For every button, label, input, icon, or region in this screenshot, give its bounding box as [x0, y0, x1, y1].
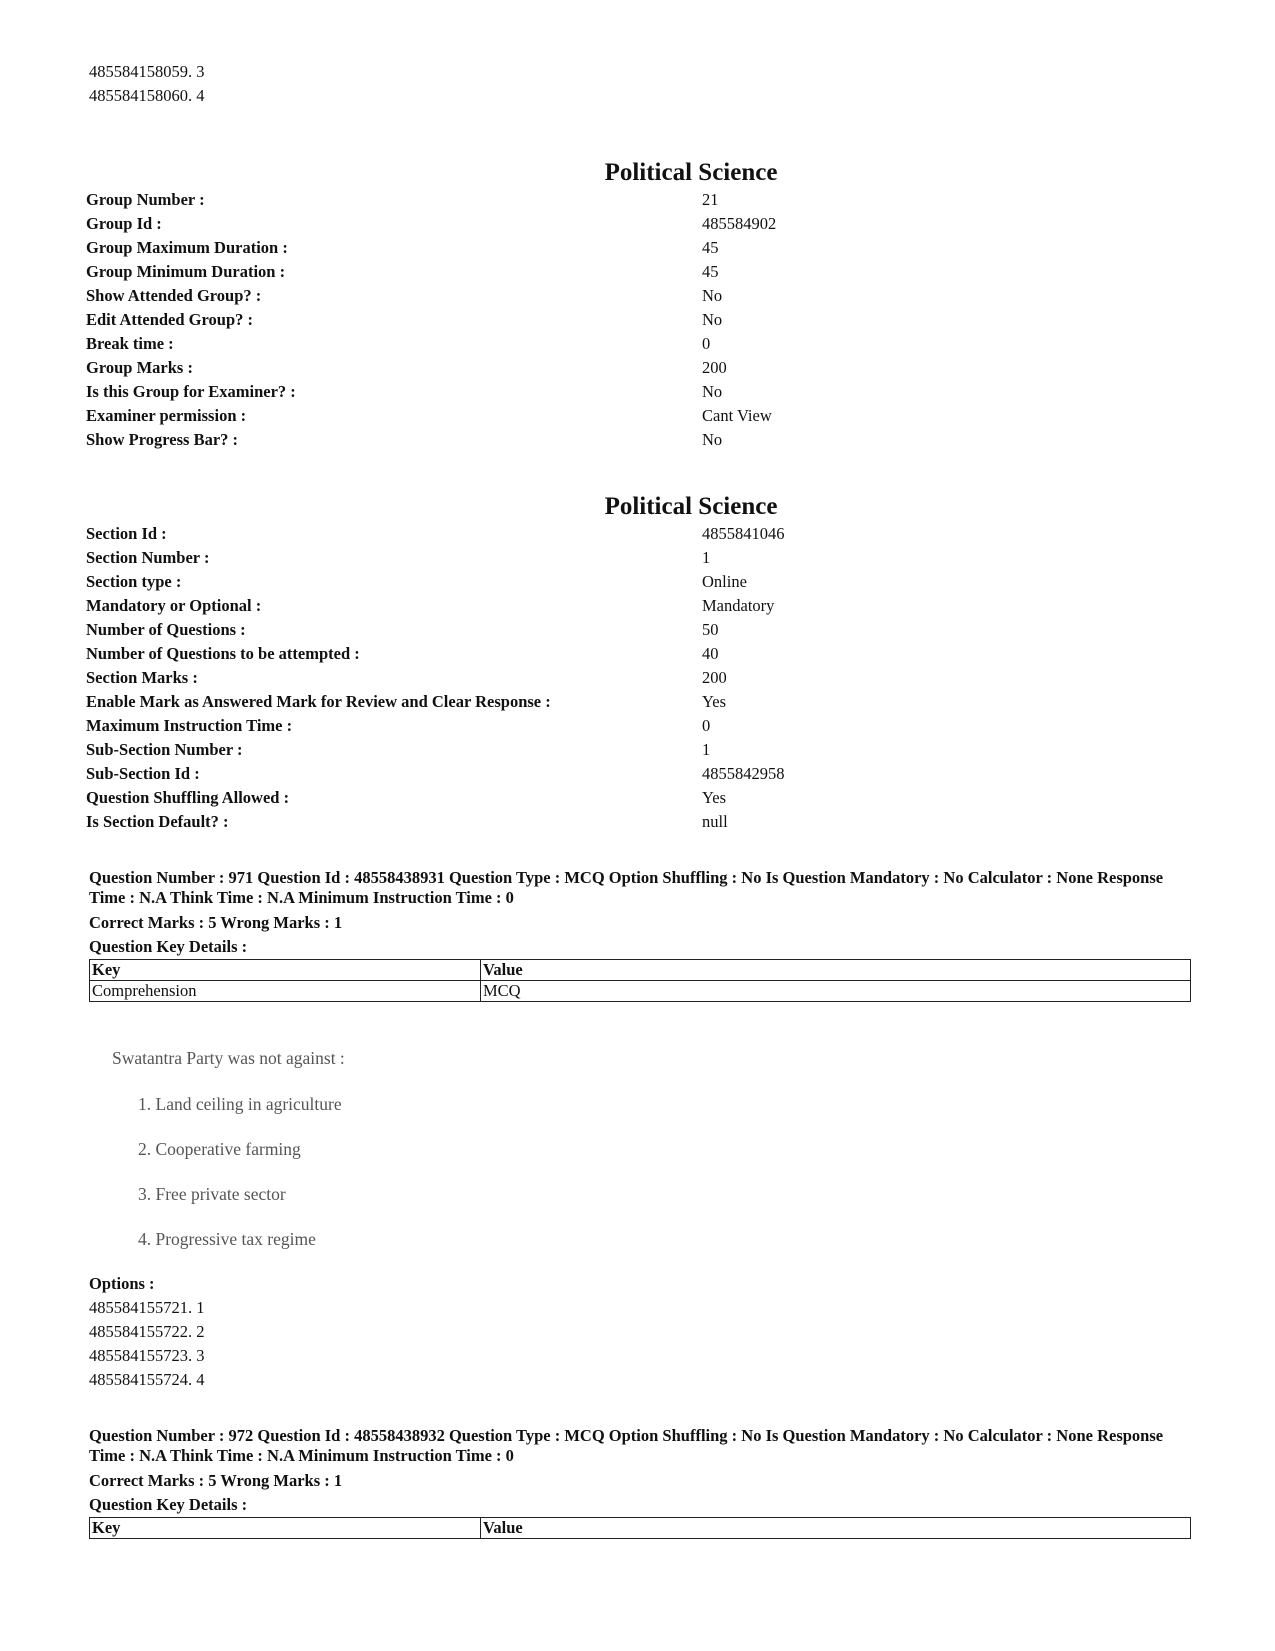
choice-1: 1. Land ceiling in agriculture — [138, 1094, 342, 1114]
info-label: Question Shuffling Allowed : — [86, 788, 290, 807]
section-rows — [86, 522, 1186, 834]
info-value: Yes — [702, 788, 727, 807]
info-row — [86, 810, 1186, 834]
question-marks: Correct Marks : 5 Wrong Marks : 1 — [89, 913, 343, 932]
info-value: 21 — [702, 190, 719, 209]
info-value: Cant View — [702, 406, 772, 425]
info-value: Yes — [702, 692, 727, 711]
question-image — [112, 1047, 382, 1267]
info-row — [86, 738, 1186, 762]
info-value: 50 — [702, 620, 719, 639]
info-label: Maximum Instruction Time : — [86, 716, 293, 735]
question-key-table — [89, 959, 1191, 1002]
option-line: 485584158059. 3 — [89, 62, 205, 81]
info-row — [86, 380, 1186, 404]
info-value: 45 — [702, 262, 719, 281]
info-label: Mandatory or Optional : — [86, 596, 262, 615]
options-label: Options : — [89, 1274, 155, 1293]
info-value: No — [702, 382, 723, 401]
choice-4: 4. Progressive tax regime — [138, 1229, 316, 1249]
info-row — [86, 618, 1186, 642]
info-value: Online — [702, 572, 747, 591]
info-label: Group Minimum Duration : — [86, 262, 286, 281]
value-cell: MCQ — [481, 981, 1191, 1002]
info-row — [86, 714, 1186, 738]
info-label: Sub-Section Id : — [86, 764, 200, 783]
group-rows — [86, 188, 1186, 452]
info-row — [86, 212, 1186, 236]
value-header: Value — [481, 1518, 1191, 1539]
question-key-details-label: Question Key Details : — [89, 1495, 248, 1514]
info-label: Section Marks : — [86, 668, 198, 687]
info-row — [86, 332, 1186, 356]
info-row — [86, 762, 1186, 786]
info-label: Is Section Default? : — [86, 812, 229, 831]
option-line: 485584155724. 4 — [89, 1370, 205, 1389]
info-row — [86, 690, 1186, 714]
info-row — [86, 522, 1186, 546]
choice-2: 2. Cooperative farming — [138, 1139, 301, 1159]
key-cell: Comprehension — [90, 981, 481, 1002]
option-line: 485584155722. 2 — [89, 1322, 205, 1341]
info-row — [86, 594, 1186, 618]
key-header: Key — [90, 960, 481, 981]
question-972 — [89, 1426, 1199, 1539]
info-row — [86, 236, 1186, 260]
info-row — [86, 260, 1186, 284]
info-label: Break time : — [86, 334, 174, 353]
info-value: null — [702, 812, 728, 831]
info-value: 200 — [702, 358, 727, 377]
group-title: Political Science — [604, 159, 778, 186]
info-value: No — [702, 286, 723, 305]
info-row — [86, 188, 1186, 212]
question-971 — [89, 868, 1199, 1002]
info-value: 45 — [702, 238, 719, 257]
info-label: Show Progress Bar? : — [86, 430, 239, 449]
info-value: No — [702, 310, 723, 329]
info-value: 1 — [702, 740, 711, 759]
info-label: Show Attended Group? : — [86, 286, 262, 305]
info-value: Mandatory — [702, 596, 775, 615]
question-header: Question Number : 972 Question Id : 48558438932 Question Type : MCQ Option Shuffling : No Is Question Mandatory : No Calculator : None Response Time : N.A Think Time : N.A Minimum Instruction Time : 0 — [89, 1426, 1164, 1465]
info-label: Edit Attended Group? : — [86, 310, 254, 329]
info-value: No — [702, 430, 723, 449]
info-label: Section Id : — [86, 524, 167, 543]
info-row — [86, 546, 1186, 570]
question-key-details-label: Question Key Details : — [89, 937, 248, 956]
info-value: 1 — [702, 548, 711, 567]
info-value: 0 — [702, 334, 711, 353]
info-row — [86, 308, 1186, 332]
question-stem: Swatantra Party was not against : — [112, 1048, 345, 1068]
info-value: 4855842958 — [702, 764, 785, 783]
info-value: 0 — [702, 716, 711, 735]
info-row — [86, 570, 1186, 594]
question-key-table — [89, 1517, 1191, 1539]
info-row — [86, 786, 1186, 810]
info-label: Number of Questions to be attempted : — [86, 644, 360, 663]
info-row — [86, 666, 1186, 690]
group-info — [86, 158, 1186, 452]
choice-3: 3. Free private sector — [138, 1184, 286, 1204]
option-line: 485584155723. 3 — [89, 1346, 205, 1365]
info-value: 485584902 — [702, 214, 777, 233]
option-line: 485584158060. 4 — [89, 86, 205, 105]
section-title: Political Science — [604, 493, 778, 520]
info-value: 200 — [702, 668, 727, 687]
info-value: 40 — [702, 644, 719, 663]
option-line: 485584155721. 1 — [89, 1298, 205, 1317]
question-header: Question Number : 971 Question Id : 48558438931 Question Type : MCQ Option Shuffling : No Is Question Mandatory : No Calculator : None Response Time : N.A Think Time : N.A Minimum Instruction Time : 0 — [89, 868, 1164, 907]
info-row — [86, 428, 1186, 452]
info-label: Group Maximum Duration : — [86, 238, 288, 257]
value-header: Value — [481, 960, 1191, 981]
info-label: Examiner permission : — [86, 406, 247, 425]
info-label: Enable Mark as Answered Mark for Review and Clear Response : — [86, 692, 551, 711]
table-row — [90, 981, 1191, 1002]
options-list — [89, 1272, 205, 1392]
info-label: Group Marks : — [86, 358, 193, 377]
info-row — [86, 284, 1186, 308]
info-row — [86, 356, 1186, 380]
info-label: Group Number : — [86, 190, 205, 209]
table-header-row — [90, 960, 1191, 981]
info-label: Number of Questions : — [86, 620, 246, 639]
info-label: Sub-Section Number : — [86, 740, 243, 759]
key-header: Key — [90, 1518, 481, 1539]
info-label: Group Id : — [86, 214, 162, 233]
info-row — [86, 404, 1186, 428]
info-label: Is this Group for Examiner? : — [86, 382, 296, 401]
info-label: Section type : — [86, 572, 182, 591]
previous-options — [89, 60, 205, 108]
info-label: Section Number : — [86, 548, 210, 567]
info-value: 4855841046 — [702, 524, 785, 543]
section-info — [86, 492, 1186, 834]
table-header-row — [90, 1518, 1191, 1539]
question-marks: Correct Marks : 5 Wrong Marks : 1 — [89, 1471, 343, 1490]
info-row — [86, 642, 1186, 666]
